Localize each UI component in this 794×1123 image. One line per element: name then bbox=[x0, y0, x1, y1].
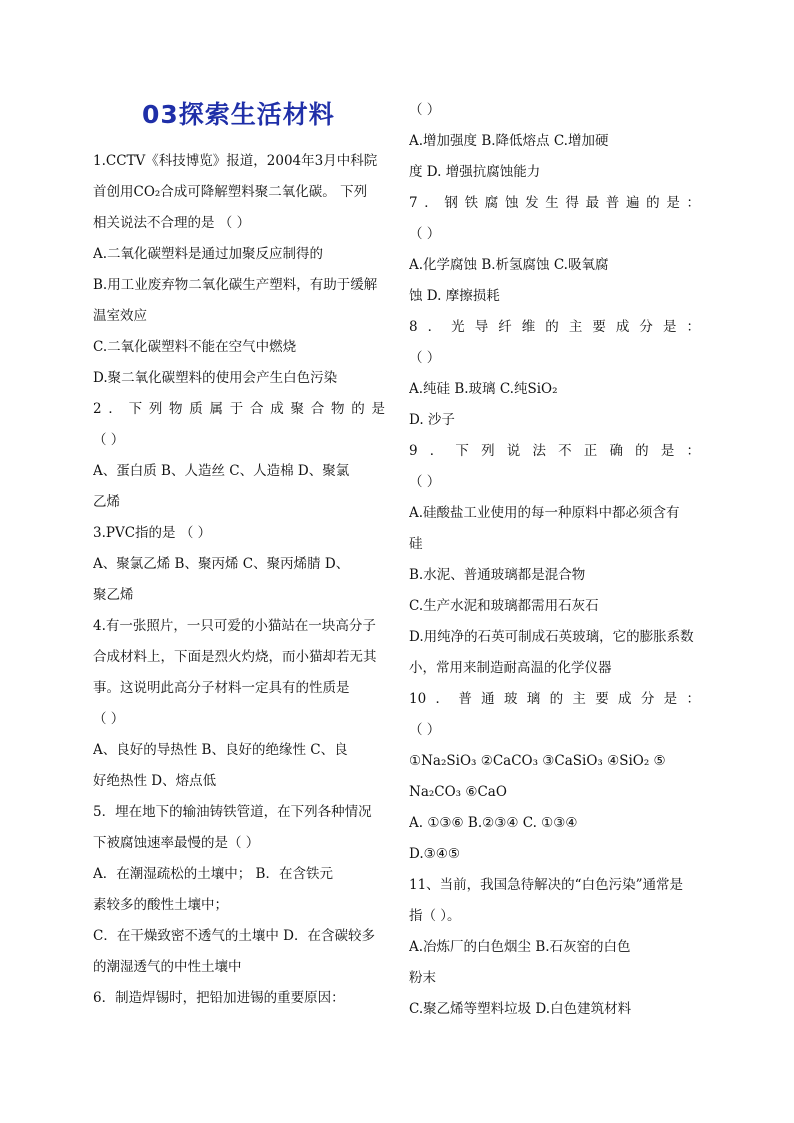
q5-options-cd-cont: 的潮湿透气的中性土壤中 bbox=[93, 959, 242, 975]
q9-option-a: A.硅酸盐工业使用的每一种原料中都必须含有 bbox=[409, 505, 680, 521]
q1-option-d: D.聚二氧化碳塑料的使用会产生白色污染 bbox=[93, 370, 338, 386]
q7-blank: （ ） bbox=[409, 226, 441, 242]
q9-option-a-cont: 硅 bbox=[409, 536, 423, 552]
q2-options: A、蛋白质 B、人造丝 C、人造棉 D、聚氯 bbox=[93, 463, 350, 479]
q10-blank: （ ） bbox=[409, 722, 441, 738]
q9-blank: （ ） bbox=[409, 474, 441, 490]
q10-options-cont: D.③④⑤ bbox=[409, 846, 460, 862]
q7-stem: 7．钢铁腐蚀发生得最普遍的是： bbox=[409, 195, 700, 211]
q5-options-ab: A．在潮湿疏松的土壤中； B．在含铁元 bbox=[93, 866, 333, 882]
q1-option-b: B.用工业废弃物二氧化碳生产塑料，有助于缓解 bbox=[93, 277, 378, 293]
q2-stem: 2．下列物质属于合成聚合物的是 bbox=[93, 401, 385, 417]
q8-options: A.纯硅 B.玻璃 C.纯SiO₂ bbox=[409, 381, 558, 397]
q11-options-cd: C.聚乙烯等塑料垃圾 D.白色建筑材料 bbox=[409, 1001, 632, 1017]
q4-options-cont: 好绝热性 D、熔点低 bbox=[93, 773, 217, 789]
q9-option-b: B.水泥、普通玻璃都是混合物 bbox=[409, 567, 586, 583]
q5-line-1: 5．埋在地下的输油铸铁管道，在下列各种情况 bbox=[93, 804, 372, 820]
q1-option-c: C.二氧化碳塑料不能在空气中燃烧 bbox=[93, 339, 297, 355]
q6-options: A.增加强度 B.降低熔点 C.增加硬 bbox=[409, 133, 609, 149]
q11-options-ab-cont: 粉末 bbox=[409, 970, 436, 986]
q7-options: A.化学腐蚀 B.析氢腐蚀 C.吸氧腐 bbox=[409, 257, 609, 273]
title-spacer bbox=[93, 98, 385, 146]
q1-option-a: A.二氧化碳塑料是通过加聚反应制得的 bbox=[93, 246, 324, 262]
q3-options: A、聚氯乙烯 B、聚丙烯 C、聚丙烯腈 D、 bbox=[93, 556, 350, 572]
q8-stem: 8．光导纤维的主要成分是： bbox=[409, 319, 700, 335]
q8-blank: （ ） bbox=[409, 350, 441, 366]
q5-options-ab-cont: 素较多的酸性土壤中； bbox=[93, 897, 228, 913]
q1-line-3: 相关说法不合理的是 （ ） bbox=[93, 215, 251, 231]
q11-line-1: 11、当前，我国急待解决的“白色污染”通常是 bbox=[409, 877, 683, 893]
q9-stem: 9．下列说法不正确的是： bbox=[409, 443, 700, 459]
q5-options-cd: C．在干燥致密不透气的土壤中 D．在含碳较多 bbox=[93, 928, 375, 944]
q9-option-d: D.用纯净的石英可制成石英玻璃，它的膨胀系数 bbox=[409, 629, 694, 645]
q10-stem: 10．普通玻璃的主要成分是： bbox=[409, 691, 700, 707]
q2-blank: （ ） bbox=[93, 432, 125, 448]
q10-items-cont: Na₂CO₃ ⑥CaO bbox=[409, 784, 507, 800]
q9-option-c: C.生产水泥和玻璃都需用石灰石 bbox=[409, 598, 599, 614]
q3-options-cont: 聚乙烯 bbox=[93, 587, 134, 603]
page-title: 03探索生活材料 bbox=[142, 100, 335, 129]
right-column bbox=[409, 95, 700, 1025]
q6-options-cont: 度 D. 增强抗腐蚀能力 bbox=[409, 164, 541, 180]
q1-line-1: 1.CCTV《科技博览》报道，2004年3月中科院 bbox=[93, 153, 378, 169]
left-column bbox=[93, 98, 385, 1014]
q4-line-1: 4.有一张照片，一只可爱的小猫站在一块高分子 bbox=[93, 618, 376, 634]
q1-line-2: 首创用CO₂合成可降解塑料聚二氧化碳。 下列 bbox=[93, 184, 368, 200]
q4-line-2: 合成材料上，下面是烈火灼烧，而小猫却若无其 bbox=[93, 649, 377, 665]
q3-stem: 3.PVC指的是 （ ） bbox=[93, 525, 212, 541]
q11-line-2: 指（ ）。 bbox=[409, 908, 461, 924]
q5-line-2: 下被腐蚀速率最慢的是（ ） bbox=[93, 835, 260, 851]
q4-blank: （ ） bbox=[93, 711, 125, 727]
q1-option-b-cont: 温室效应 bbox=[93, 308, 147, 324]
q10-items: ①Na₂SiO₃ ②CaCO₃ ③CaSiO₃ ④SiO₂ ⑤ bbox=[409, 753, 666, 769]
q4-options: A、良好的导热性 B、良好的绝缘性 C、良 bbox=[93, 742, 348, 758]
q4-line-3: 事。这说明此高分子材料一定具有的性质是 bbox=[93, 680, 350, 696]
q6-blank: （ ） bbox=[409, 102, 441, 118]
q6-stem: 6．制造焊锡时，把铅加进锡的重要原因： bbox=[93, 990, 345, 1006]
q11-options-ab: A.冶炼厂的白色烟尘 B.石灰窑的白色 bbox=[409, 939, 631, 955]
q9-option-d-cont: 小，常用来制造耐高温的化学仪器 bbox=[409, 660, 612, 676]
q7-options-cont: 蚀 D. 摩擦损耗 bbox=[409, 288, 500, 304]
q10-options: A. ①③⑥ B.②③④ C. ①③④ bbox=[409, 815, 578, 831]
q8-options-cont: D. 沙子 bbox=[409, 412, 455, 428]
q2-options-cont: 乙烯 bbox=[93, 494, 120, 510]
